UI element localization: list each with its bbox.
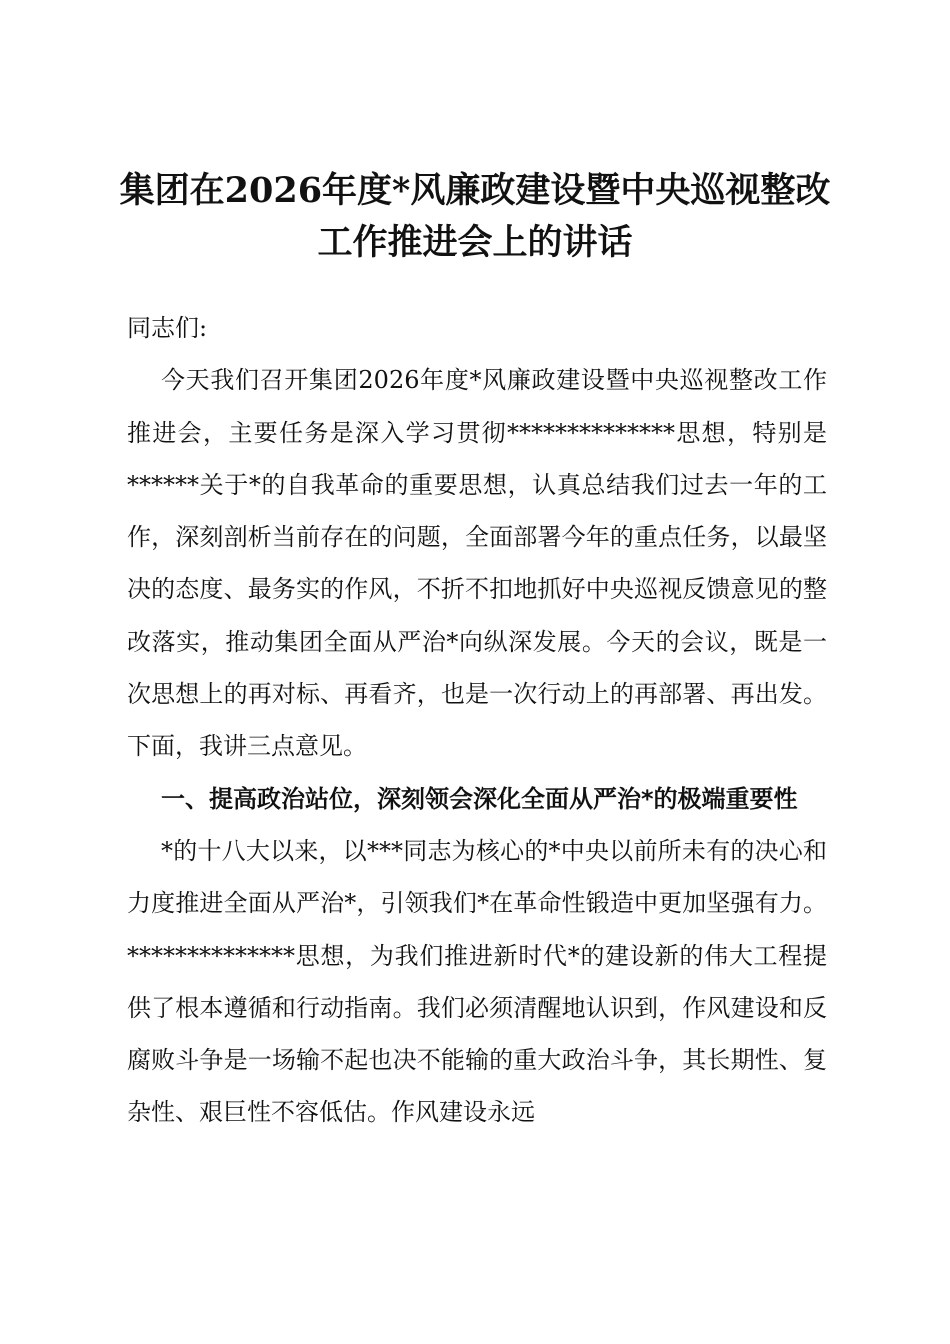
salutation: 同志们:	[127, 314, 208, 342]
section-heading-1: 一、提高政治站位，深刻领会深化全面从严治*的极端重要性	[161, 784, 798, 813]
section-1-paragraph: *的十八大以来，以***同志为核心的*中央以前所未有的决心和力度推进全面从严治*，引领我们*在革命性锻造中更加坚强有力。**************思想，为我们推进新时代*的建设新的伟大工程提供了根本遵循和行动指南。我们必须清醒地认识到，作风建设和反腐败斗争是一场输不起也决不能输的重大政治斗争，其长期性、复杂性、艰巨性不容低估。作风建设永远	[127, 836, 827, 1127]
document-title-line-2: 工作推进会上的讲话	[317, 222, 633, 263]
document-body	[127, 302, 827, 1139]
document-title-line-1: 集团在2026年度*风廉政建设暨中央巡视整改	[119, 170, 831, 211]
opening-paragraph: 今天我们召开集团2026年度*风廉政建设暨中央巡视整改工作推进会，主要任务是深入学习贯彻**************思想，特别是******关于*的自我革命的重要思想，认真总结我们过去一年的工作，深刻剖析当前存在的问题，全面部署今年的重点任务，以最坚决的态度、最务实的作风，不折不扣地抓好中央巡视反馈意见的整改落实，推动集团全面从严治*向纵深发展。今天的会议，既是一次思想上的再对标、再看齐，也是一次行动上的再部署、再出发。下面，我讲三点意见。	[127, 366, 827, 761]
